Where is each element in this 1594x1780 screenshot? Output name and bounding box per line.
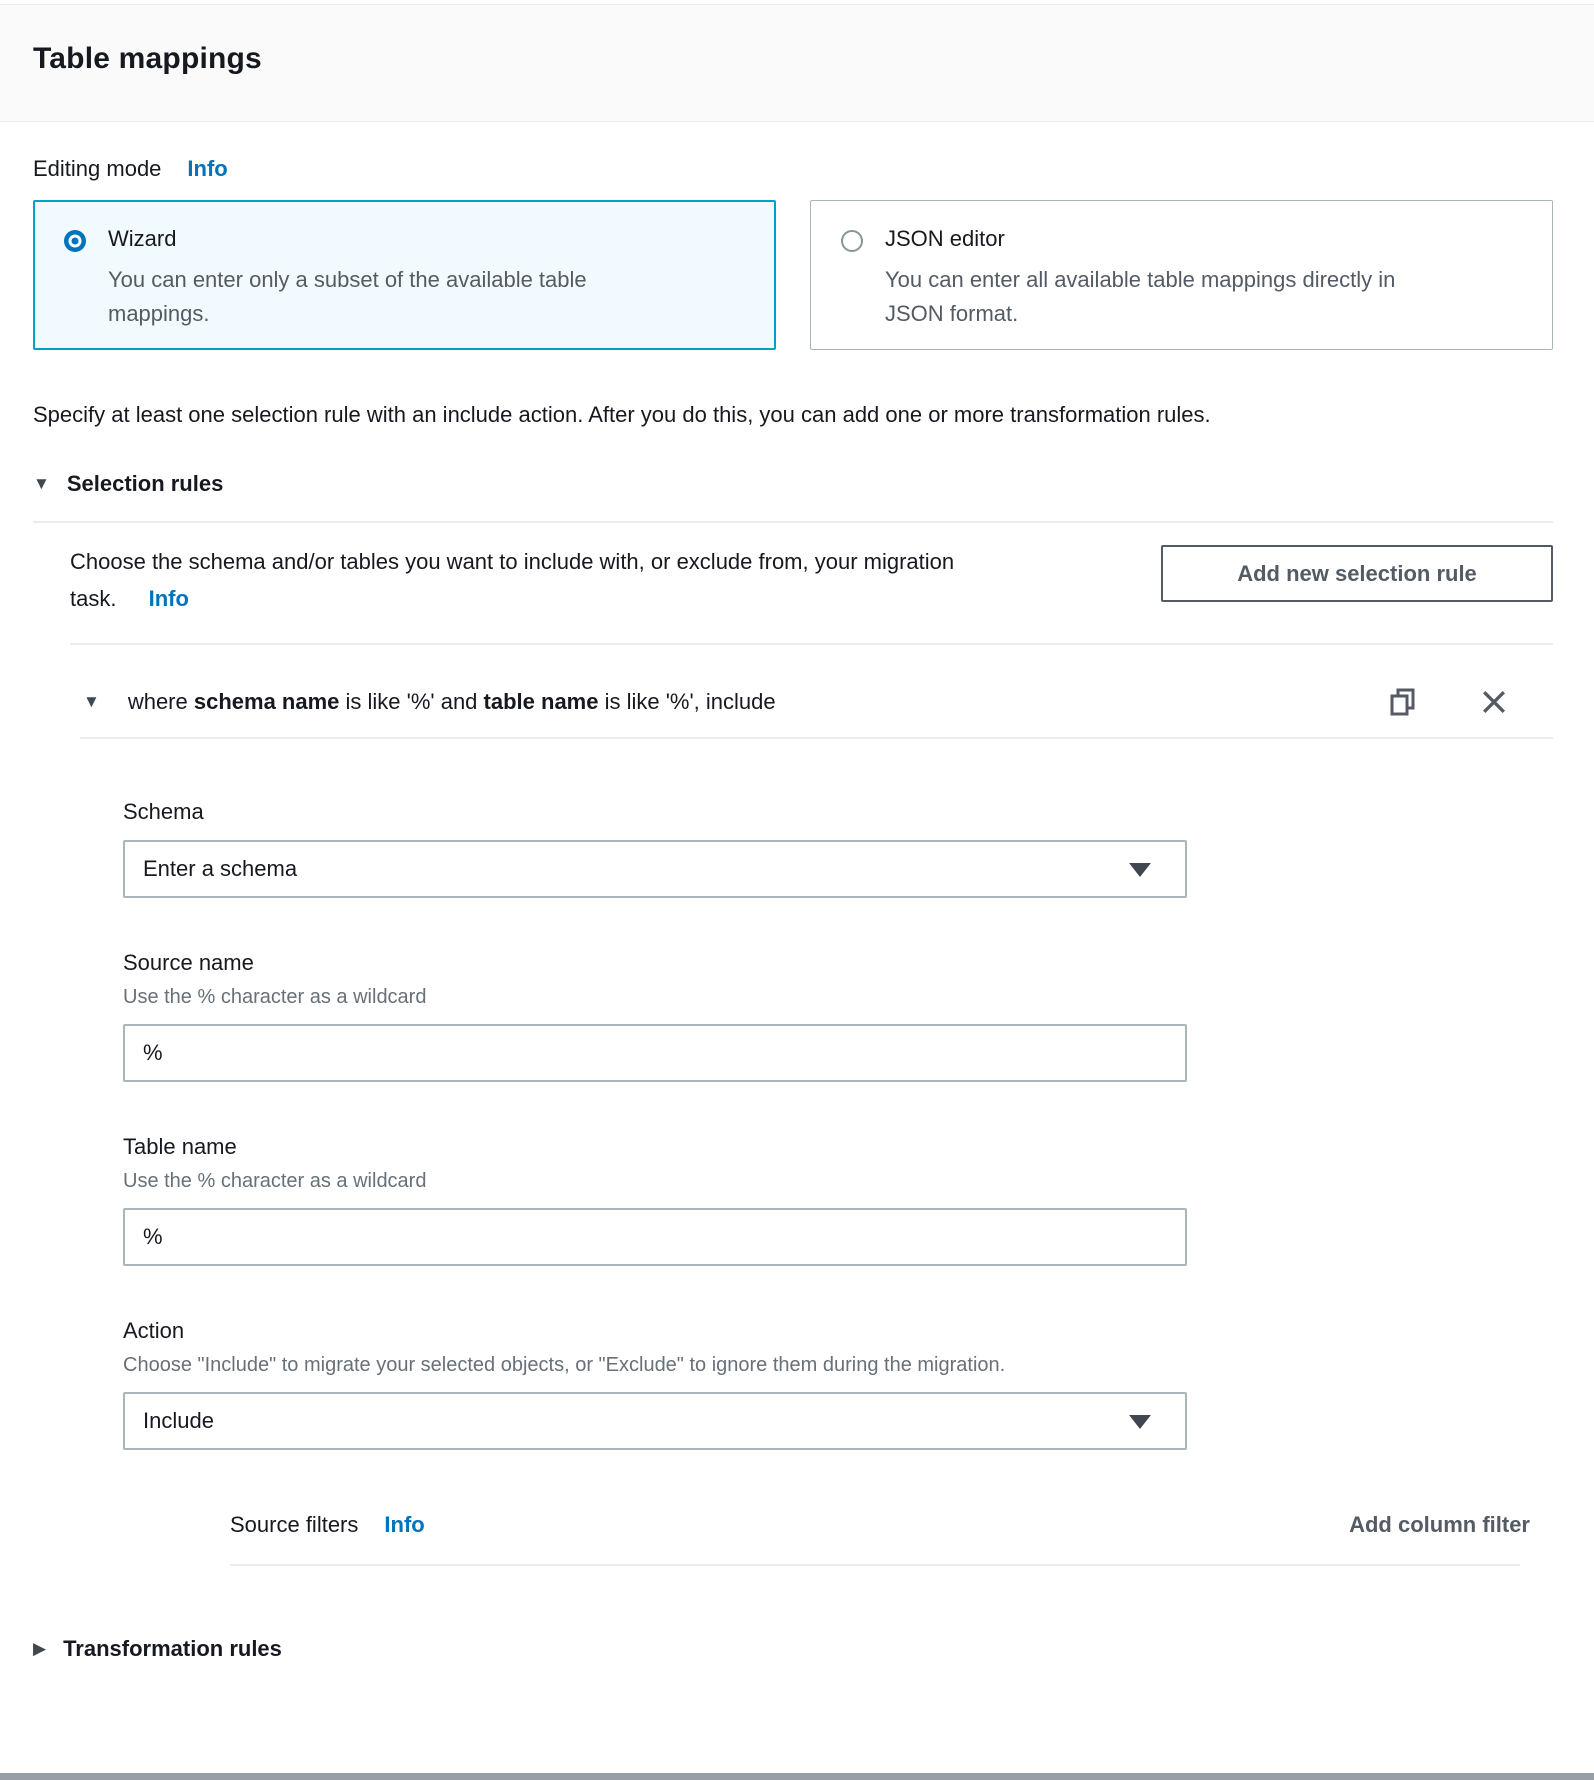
source-name-label: Source name — [123, 950, 254, 975]
source-name-hint: Use the % character as a wildcard — [123, 986, 427, 1008]
page-content — [0, 156, 1594, 1662]
rule-summary-schema: schema name — [193, 689, 340, 714]
schema-select-value: Enter a schema — [143, 856, 298, 881]
json-editor-option-description: You can enter all available table mappings directly in JSON format. — [885, 267, 1396, 326]
source-filters-label: Source filters — [230, 1512, 359, 1537]
rule-summary-text: is like '%', include — [598, 689, 776, 714]
divider — [70, 643, 1553, 645]
selection-rules-description — [70, 543, 995, 617]
schema-select[interactable] — [123, 840, 1187, 898]
schema-label: Schema — [123, 799, 204, 824]
bottom-scroll-edge — [0, 1773, 1594, 1780]
action-select-value: Include — [143, 1408, 214, 1433]
caret-down-icon — [1129, 1415, 1151, 1429]
source-filters-row — [230, 1512, 1530, 1538]
action-label: Action — [123, 1318, 185, 1343]
wizard-option-text — [108, 226, 653, 331]
divider — [80, 737, 1553, 739]
selection-rules-info-link[interactable]: Info — [148, 586, 189, 611]
page-title: Table mappings — [33, 42, 262, 75]
wizard-option-label: Wizard — [108, 226, 177, 251]
editing-mode-info-link[interactable]: Info — [187, 156, 228, 181]
selection-rule-header — [33, 687, 1553, 717]
editing-mode-cards — [33, 200, 1553, 350]
action-hint: Choose "Include" to migrate your selected objects, or "Exclude" to ignore them during the migration. — [123, 1354, 1006, 1376]
source-name-input[interactable] — [123, 1024, 1187, 1082]
table-name-hint: Use the % character as a wildcard — [123, 1170, 427, 1192]
remove-rule-button[interactable] — [1480, 688, 1508, 716]
action-select[interactable] — [123, 1392, 1187, 1450]
rule-actions — [1389, 687, 1508, 717]
divider — [33, 521, 1553, 523]
expand-triangle-icon[interactable]: ▶ — [33, 1639, 47, 1658]
table-name-label: Table name — [123, 1134, 237, 1159]
close-icon — [1480, 688, 1508, 716]
editing-mode-label: Editing mode — [33, 156, 162, 181]
rule-summary — [128, 689, 776, 715]
json-editor-option-card[interactable] — [810, 200, 1553, 350]
radio-json-editor[interactable] — [841, 230, 863, 252]
rule-summary-table: table name — [483, 689, 599, 714]
collapse-triangle-icon[interactable]: ▼ — [33, 474, 50, 493]
selection-rules-description-text: Choose the schema and/or tables you want to include with, or exclude from, your migration task. — [70, 549, 955, 611]
caret-down-icon — [1129, 863, 1151, 877]
selection-rules-header[interactable] — [33, 471, 1553, 497]
radio-wizard[interactable] — [64, 230, 86, 252]
add-column-filter-button[interactable]: Add column filter — [1349, 1512, 1530, 1537]
rule-summary-text: is like '%' and — [339, 689, 484, 714]
selection-rules-description-row — [33, 543, 1553, 617]
json-editor-option-text — [885, 226, 1430, 331]
transformation-rules-header[interactable] — [33, 1636, 1553, 1662]
intro-text: Specify at least one selection rule with an include action. After you do this, you can add one or more transformation rules. — [33, 402, 1211, 427]
editing-mode-row — [33, 156, 1553, 182]
rule-collapse-icon[interactable]: ▼ — [83, 692, 100, 711]
selection-rule-body — [123, 799, 1187, 1450]
add-selection-rule-button[interactable]: Add new selection rule — [1161, 545, 1553, 602]
wizard-option-card[interactable] — [33, 200, 776, 350]
page-header — [0, 4, 1594, 122]
json-editor-option-label: JSON editor — [885, 226, 1005, 251]
duplicate-rule-button[interactable] — [1389, 687, 1416, 717]
table-name-input[interactable] — [123, 1208, 1187, 1266]
rule-summary-text: where — [127, 689, 194, 714]
selection-rules-title: Selection rules — [66, 471, 224, 496]
wizard-option-description: You can enter only a subset of the available table mappings. — [108, 267, 587, 326]
transformation-rules-title: Transformation rules — [63, 1636, 282, 1661]
source-filters-info-link[interactable]: Info — [384, 1512, 425, 1537]
copy-icon — [1389, 687, 1416, 717]
divider — [230, 1564, 1520, 1566]
